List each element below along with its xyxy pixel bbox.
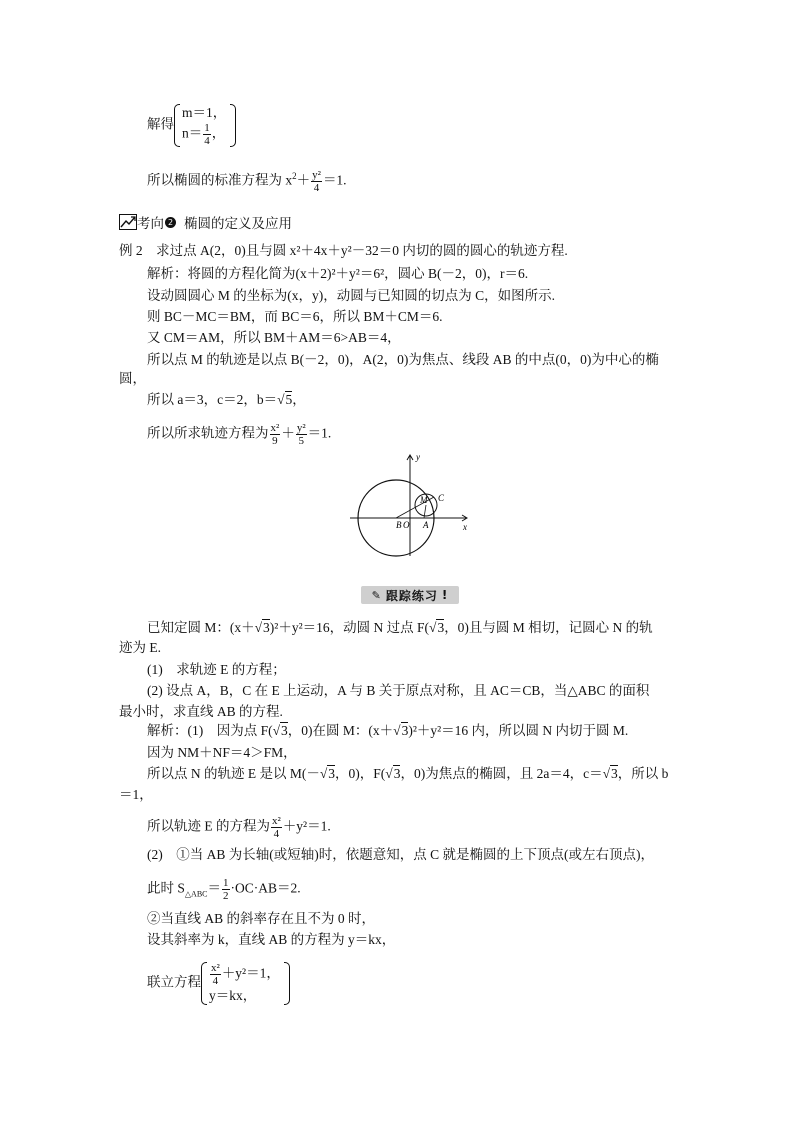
solution-system-line [147, 104, 236, 147]
practice-problem-line-2: 迹为 E. [119, 640, 161, 655]
solution-line-4: 所以轨迹 E 的方程为 $\frac{\text{x²}}{4}$ ＋y²＝1. [147, 815, 331, 840]
solution-line-3: 所以点 N 的轨迹 E 是以 M(－√3，0)，F(√3，0)为焦点的椭圆，且 2a＝4，c＝√3，所以 b [147, 766, 669, 781]
label-C: C [438, 493, 445, 503]
solution-line-5: (2) ①当 AB 为长轴(或短轴)时，依题意知，点 C 就是椭圆的上下顶点(或左右顶点)， [147, 847, 654, 862]
pencil-icon: ✎ [371, 588, 382, 602]
practice-banner [361, 586, 459, 604]
solution-line-8: 设其斜率为 k，直线 AB 的方程为 y＝kx， [147, 932, 396, 947]
solution-line-1: 解析：(1) 因为点 F(√3，0)在圆 M：(x＋√3)²＋y²＝16 内，所以圆 N 内切于圆 M. [147, 723, 629, 738]
section-prefix: 考向 [137, 216, 164, 231]
label-M: M [420, 495, 428, 505]
example-line-6: 所以 a＝3，c＝2，b＝√5， [147, 392, 306, 407]
example-line-3: 则 BC－MC＝BM，而 BC＝6，所以 BM＋CM＝6. [147, 309, 443, 324]
question-2-line-2: 最小时，求直线 AB 的方程. [119, 704, 283, 719]
solution-line-7: ②当直线 AB 的斜率存在且不为 0 时， [147, 911, 376, 926]
question-2-line-1: (2) 设点 A，B，C 在 E 上运动，A 与 B 关于原点对称，且 AC＝CB，当△ABC 的面积 [147, 683, 650, 698]
section-title: 椭圆的定义及应用 [184, 216, 292, 231]
exclaim-icon: ! [441, 588, 449, 602]
std-fraction: $\frac{\text{y²}}{4}$ [312, 168, 321, 194]
section-number-badge: 2 [165, 217, 176, 228]
label-B: B [396, 520, 402, 530]
example-line-4: 又 CM＝AM，所以 BM＋AM＝6>AB＝4， [147, 330, 401, 345]
solution-line-2: 因为 NM＋NF＝4＞FM， [147, 745, 297, 760]
label-O: O [403, 520, 410, 530]
practice-label: 跟踪练习 [385, 588, 438, 603]
kx-system: $\frac{\text{x²}}{4}$ ＋y²＝1， y＝kx， [201, 962, 290, 1005]
trend-icon [119, 214, 137, 230]
example-line-5: 所以点 M 的轨迹是以点 B(－2，0)，A(2，0)为焦点、线段 AB 的中点(0，0)为中心的椭 [147, 352, 659, 367]
label-y: y [416, 452, 420, 462]
example-line-7: 所以所求轨迹方程为 $\frac{\text{x²}}{9}$ ＋ $\frac{\text{y²}}{5}$ ＝1. [147, 422, 332, 447]
mn-system: m＝1， n＝ $\frac{1}{4}$ ， [174, 104, 236, 147]
label-x: x [463, 522, 467, 532]
solution-line-9: 联立方程 $\frac{\text{x²}}{4}$ ＋y²＝1， y＝kx， [147, 962, 290, 1005]
solution-line-6: 此时 $S_{\triangle ABC}=$ $\frac{1}{2}$ ·OC·AB＝2. [147, 877, 301, 902]
jiede-label: 解得 [147, 116, 174, 132]
section-heading [119, 212, 292, 232]
example-problem: 例 2 求过点 A(2，0)且与圆 x²＋4x＋y²－32＝0 内切的圆的圆心的轨迹方程. [119, 243, 568, 258]
practice-problem-line-1: 已知定圆 M：(x＋√3)²＋y²＝16，动圆 N 过点 F(√3，0)且与圆 M 相切，记圆心 N 的轨 [147, 620, 653, 635]
example-line-2: 设动圆圆心 M 的坐标为(x，y)，动圆与已知圆的切点为 C，如图所示. [147, 288, 555, 303]
question-1: (1) 求轨迹 E 的方程； [147, 662, 286, 677]
standard-equation-line: 所以椭圆的标准方程为 $x^2+$ $\frac{\text{y²}}{4}$ ＝1. [147, 168, 347, 194]
circle-figure [345, 450, 475, 560]
solution-line-3b: ＝1， [119, 787, 153, 802]
example-line-1: 解析：将圆的方程化简为(x＋2)²＋y²＝6²，圆心 B(－2，0)，r＝6. [147, 266, 529, 281]
example-line-5b: 圆， [119, 371, 146, 386]
m-equation: m＝1， [182, 105, 227, 120]
label-A: A [423, 520, 429, 530]
